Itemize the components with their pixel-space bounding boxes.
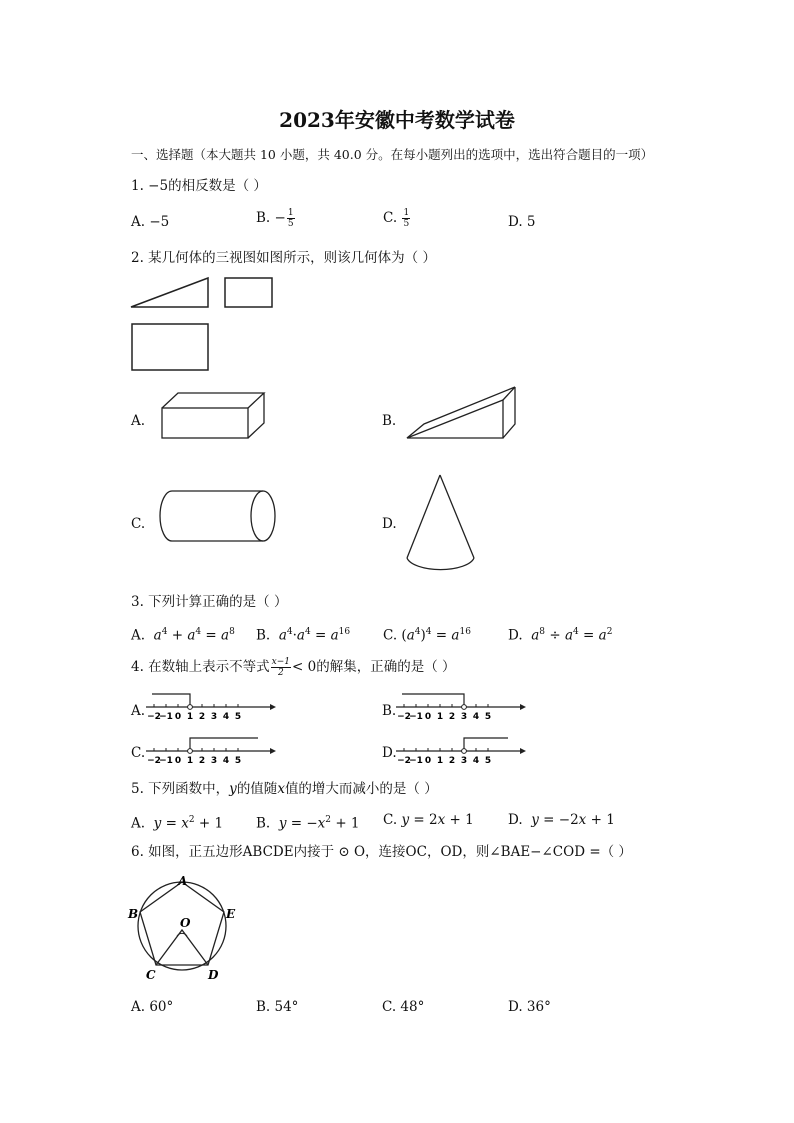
q1-b-prefix: B. − <box>256 210 286 226</box>
q4-option-a[interactable]: A. <box>131 703 146 719</box>
q6-option-c[interactable]: C. 48° <box>382 999 425 1015</box>
q4-frac-num: x−1 <box>271 657 291 667</box>
q4-stem <box>131 657 456 678</box>
q3-d-label: D. <box>508 627 523 644</box>
q1-c-num: 1 <box>403 208 410 218</box>
q5-stem-suffix: 值的增大而减小的是（ ） <box>284 781 438 797</box>
q4-stem-prefix: 4. 在数轴上表示不等式 <box>131 659 270 675</box>
tick-label: −1 <box>409 712 423 722</box>
page-title: 2023年安徽中考数学试卷 <box>279 108 515 132</box>
tick-label: −1 <box>159 712 173 722</box>
tick-label: −2 <box>397 712 411 722</box>
q2-stem: 2. 某几何体的三视图如图所示，则该几何体为（ ） <box>131 250 436 266</box>
q1-option-b[interactable] <box>256 208 296 229</box>
tick-label: 3 <box>210 756 218 766</box>
label-d: D <box>208 968 219 982</box>
cuboid-figure <box>158 388 278 448</box>
wedge-prism-figure <box>402 383 527 443</box>
number-line-b <box>397 692 530 722</box>
q4-fraction <box>271 657 291 678</box>
top-view-rect <box>132 324 208 370</box>
tick-label: 2 <box>448 756 456 766</box>
label-c: C <box>146 968 156 982</box>
three-view-figure <box>128 272 288 372</box>
q6-option-b[interactable]: B. 54° <box>256 999 299 1015</box>
q1-c-den: 5 <box>403 219 410 229</box>
q1-c-prefix: C. <box>383 210 402 226</box>
q3-b-label: B. <box>256 627 271 644</box>
q3-stem: 3. 下列计算正确的是（ ） <box>131 594 288 610</box>
cone-figure <box>402 470 482 580</box>
tick-label: 3 <box>460 712 468 722</box>
number-line-d <box>397 736 530 766</box>
tick-label: 5 <box>484 756 492 766</box>
q1-option-a[interactable]: A. −5 <box>131 214 170 230</box>
tick-label: 0 <box>174 756 182 766</box>
q5-var-y: y <box>229 781 237 797</box>
tick-label: −2 <box>397 756 411 766</box>
tick-label: 0 <box>174 712 182 722</box>
tick-label: 5 <box>234 756 242 766</box>
q2-option-d[interactable]: D. <box>382 516 397 532</box>
q1-b-num: 1 <box>287 208 294 218</box>
side-view-rect <box>225 278 272 307</box>
tick-label: 1 <box>436 756 444 766</box>
front-view-triangle <box>131 278 208 307</box>
label-e: E <box>226 907 236 921</box>
tick-label: 5 <box>484 712 492 722</box>
q4-option-d[interactable]: D. <box>382 745 397 761</box>
tick-label: 2 <box>198 712 206 722</box>
q4-option-c[interactable]: C. <box>131 745 146 761</box>
label-b: B <box>128 907 139 921</box>
tick-label: 4 <box>472 756 480 766</box>
q2-option-c[interactable]: C. <box>131 516 146 532</box>
q6-stem: 6. 如图，正五边形ABCDE内接于 ⊙ O，连接OC，OD，则∠BAE−∠COD =（ ） <box>131 844 632 860</box>
q1-b-fraction <box>287 208 295 229</box>
segments-oc-od <box>156 930 208 965</box>
tick-label: 4 <box>222 712 230 722</box>
q3-c-label: C. <box>383 627 398 644</box>
q6-option-a[interactable]: A. 60° <box>131 999 174 1015</box>
q5-var-x: x <box>277 781 285 797</box>
q3-option-c[interactable]: C. $(a^4)^4 = a^{16}$ <box>383 627 471 644</box>
q3-option-a[interactable]: A. $a^4 + a^4 = a^8$ <box>131 627 235 644</box>
tick-label: 1 <box>436 712 444 722</box>
tick-label: 2 <box>198 756 206 766</box>
q5-option-d[interactable]: D. y = −2x + 1 <box>508 812 615 828</box>
tick-label: 2 <box>448 712 456 722</box>
tick-label: 1 <box>186 756 194 766</box>
tick-label: −2 <box>147 712 161 722</box>
tick-label: 1 <box>186 712 194 722</box>
tick-label: −1 <box>409 756 423 766</box>
label-a: A <box>178 874 188 888</box>
pentagon-circle-figure <box>128 873 248 983</box>
tick-label: −2 <box>147 756 161 766</box>
q5-d-label: D. <box>508 812 523 828</box>
q4-option-b[interactable]: B. <box>382 703 397 719</box>
q6-option-d[interactable]: D. 36° <box>508 999 551 1015</box>
label-o: O <box>180 916 191 930</box>
q5-stem-mid: 的值随 <box>236 781 278 797</box>
q5-stem <box>131 780 438 798</box>
q5-option-b[interactable]: B. $y = -x^2 + 1$ <box>256 815 360 832</box>
tick-label: 3 <box>210 712 218 722</box>
tick-label: 4 <box>472 712 480 722</box>
q5-b-label: B. <box>256 815 271 832</box>
tick-label: 5 <box>234 712 242 722</box>
cylinder-figure <box>158 488 288 548</box>
number-line-c <box>147 736 280 766</box>
number-line-a <box>147 692 280 722</box>
q3-option-b[interactable]: B. $a^4\cdot a^4 = a^{16}$ <box>256 627 351 644</box>
tick-label: 4 <box>222 756 230 766</box>
tick-label: 0 <box>424 712 432 722</box>
q1-option-d[interactable]: D. 5 <box>508 214 536 230</box>
q5-stem-prefix: 5. 下列函数中， <box>131 781 230 797</box>
q2-option-a[interactable]: A. <box>131 413 146 429</box>
tick-label: 0 <box>424 756 432 766</box>
q1-c-fraction <box>402 208 410 229</box>
q3-option-d[interactable]: D. $a^8 \div a^4 = a^2$ <box>508 627 613 644</box>
q5-option-c[interactable]: C. y = 2x + 1 <box>383 812 474 828</box>
tick-label: −1 <box>159 756 173 766</box>
section-heading: 一、选择题（本大题共 10 小题，共 40.0 分。在每小题列出的选项中，选出符合题目的一项） <box>131 147 654 162</box>
q4-stem-suffix: < 0的解集，正确的是（ ） <box>292 659 456 675</box>
q3-a-label: A. <box>131 627 146 644</box>
tick-label: 3 <box>460 756 468 766</box>
q1-option-c[interactable] <box>383 208 411 229</box>
q1-b-den: 5 <box>287 219 294 229</box>
q1-stem: 1. −5的相反数是（ ） <box>131 178 267 194</box>
q4-frac-den: 2 <box>277 668 284 678</box>
q5-c-label: C. <box>383 812 398 828</box>
q5-option-a[interactable]: A. $y = x^2 + 1$ <box>131 815 224 832</box>
q5-a-label: A. <box>131 815 146 832</box>
q2-option-b[interactable]: B. <box>382 413 397 429</box>
